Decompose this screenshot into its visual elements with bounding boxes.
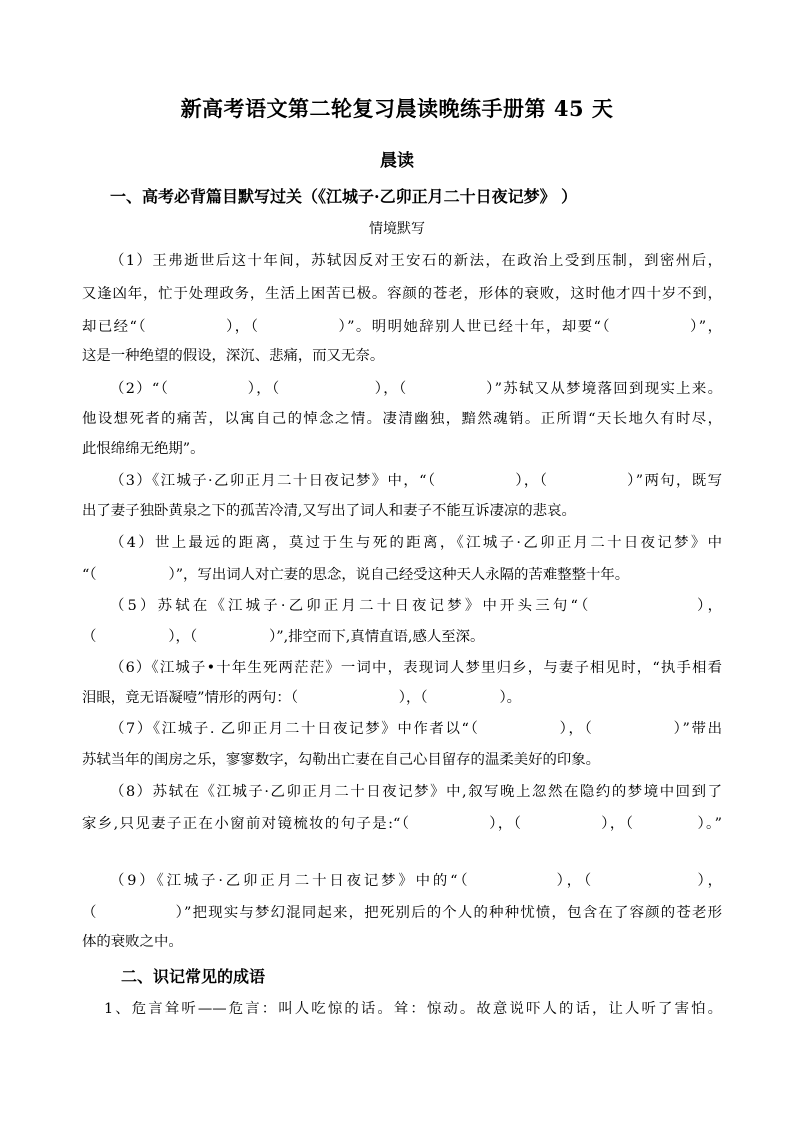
section-heading-1: 一、高考必背篇目默写过关（《江城子·乙卯正月二十日夜记梦》 ） — [110, 187, 578, 206]
text-line: （ ），（ ）”,排空而下,真情直语,感人至深。 — [82, 629, 485, 645]
text-line: （8）苏轼在《江城子·乙卯正月二十日夜记梦》中,叙写晚上忽然在隐约的梦境中回到了 — [110, 784, 722, 800]
text-line: 家乡,只见妻子正在小窗前对镜梳妆的句子是:“（ ），（ ），（ ）。” — [82, 816, 722, 832]
text-line: 苏轼当年的闺房之乐，寥寥数字，勾勒出亡妻在自己心目留存的温柔美好的印象。 — [82, 752, 601, 768]
text-line: 体的衰败之中。 — [82, 934, 183, 950]
text-line: （1）王弗逝世后这十年间，苏轼因反对王安石的新法，在政治上受到压制，到密州后， — [110, 253, 722, 269]
idiom-entry: 1、危言耸听——危言：叫人吃惊的话。耸：惊动。故意说吓人的话，让人听了害怕。 — [104, 1001, 722, 1017]
text-line: 这是一种绝望的假设，深沉、悲痛，而又无奈。 — [82, 348, 385, 364]
text-line: 却已经“（ ），（ ）”。明明她辞别人世已经十年，却要“（ ）”， — [82, 319, 722, 335]
section-heading-2: 二、识记常见的成语 — [121, 967, 266, 986]
text-line: （4）世上最远的距离，莫过于生与死的距离，《江城子·乙卯正月二十日夜记梦》中 — [110, 535, 722, 551]
text-line: （6）《江城子•十年生死两茫茫》一词中，表现词人梦里归乡，与妻子相见时，“执手相看 — [110, 660, 722, 676]
text-line: （3）《江城子·乙卯正月二十日夜记梦》中，“（ ），（ ）”两句，既写 — [110, 473, 722, 489]
page-subtitle: 晨读 — [380, 151, 414, 171]
text-line: 又逢凶年，忙于处理政务，生活上困苦已极。容颜的苍老，形体的衰败，这时他才四十岁不到， — [82, 286, 722, 302]
page-title: 新高考语文第二轮复习晨读晚练手册第 45 天 — [180, 96, 614, 121]
text-line: （7）《江城子. 乙卯正月二十日夜记梦》中作者以“（ ），（ ）”带出 — [110, 721, 722, 737]
text-line: 他设想死者的痛苦，以寓自己的悼念之情。凄清幽独，黯然魂销。正所谓“天长地久有时尽， — [82, 411, 722, 427]
section-tag: 情境默写 — [369, 221, 425, 237]
text-line: （ ）”把现实与梦幻混同起来，把死别后的个人的种种忧愤，包含在了容颜的苍老形 — [82, 905, 722, 921]
text-line: 出了妻子独卧黄泉之下的孤苦冷清,又写出了词人和妻子不能互诉凄凉的悲哀。 — [82, 503, 576, 519]
text-line: （9）《江城子·乙卯正月二十日夜记梦》中的“（ ），（ ）， — [110, 873, 722, 889]
text-line: （5）苏轼在《江城子·乙卯正月二十日夜记梦》中开头三句“（ ）， — [110, 598, 722, 614]
text-line: “（ ）”，写出词人对亡妻的思念，说自己经受这种天人永隔的苦难整整十年。 — [82, 567, 630, 583]
text-line: 泪眼，竟无语凝噎”情形的两句：（ ），（ ）。 — [82, 690, 522, 706]
text-line: 此恨绵绵无绝期”。 — [82, 441, 205, 457]
text-line: （2）“（ ），（ ），（ ）”苏轼又从梦境落回到现实上来。 — [110, 381, 722, 397]
